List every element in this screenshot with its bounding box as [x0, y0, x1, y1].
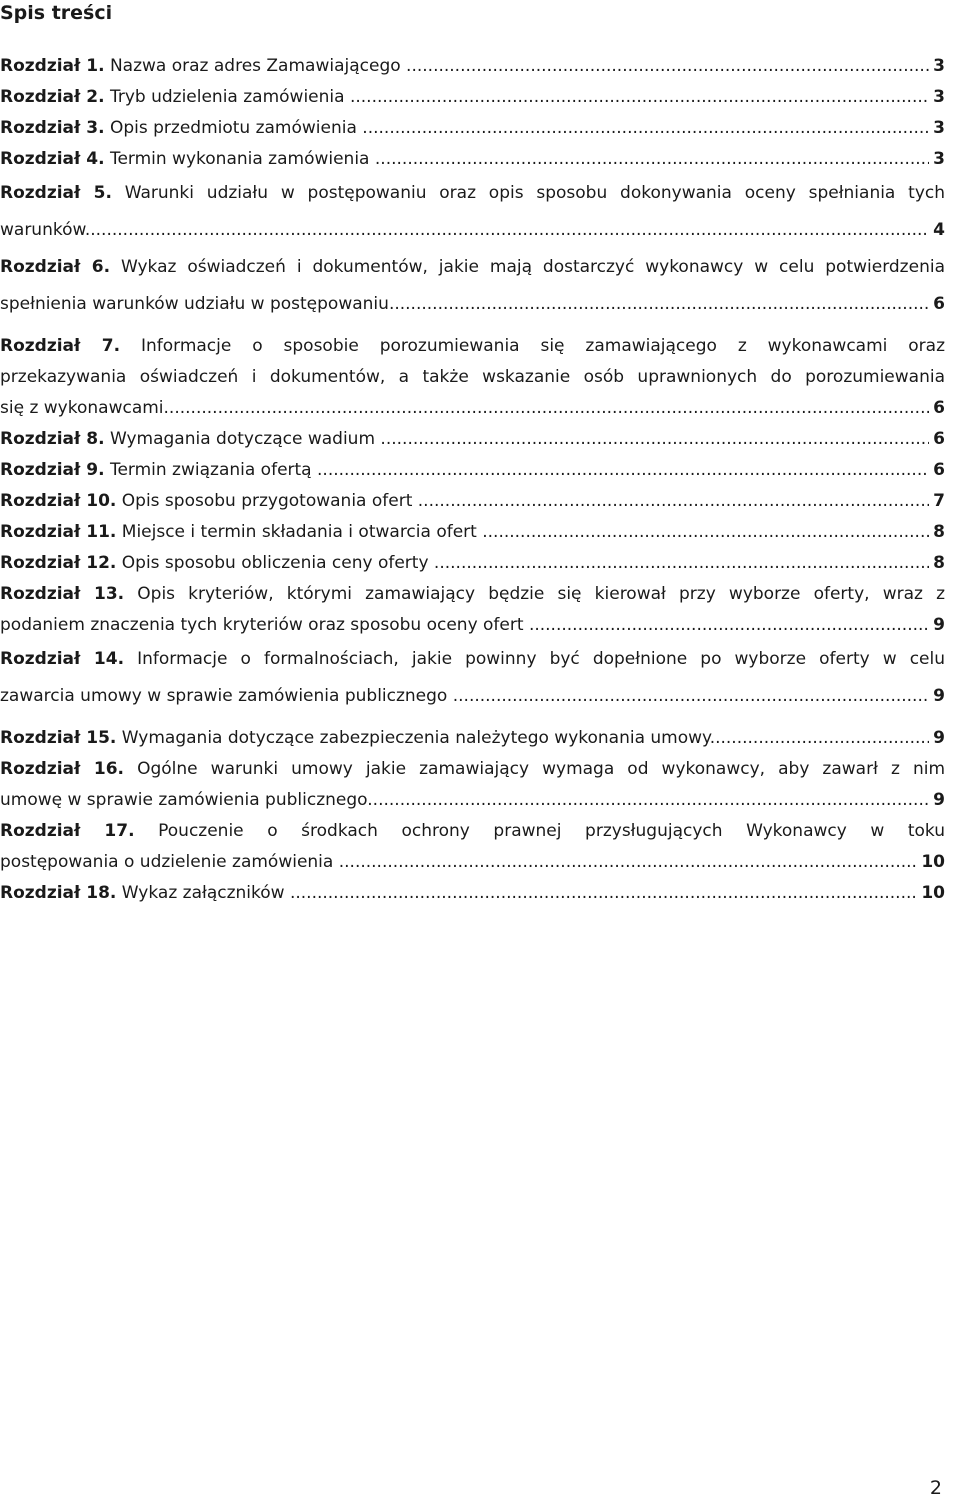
page-ref: 6: [933, 460, 945, 480]
entry-title-text: Informacje o sposobie porozumiewania się zamawiającego z wykonawcami oraz: [140, 336, 946, 356]
entry-leader-line: [0, 678, 945, 715]
entry-title-text: podaniem znaczenia tych kryteriów oraz sposobu oceny ofert: [0, 615, 529, 635]
toc-entry[interactable]: [0, 754, 945, 816]
entry-title-line: [0, 175, 945, 212]
entry-leader-line: [0, 144, 945, 175]
dot-leader: [0, 678, 929, 715]
entry-title-text: Opis sposobu przygotowania ofert: [121, 491, 418, 511]
page-ref: 8: [933, 553, 945, 573]
page-ref: 3: [933, 118, 945, 138]
dot-leader: [0, 878, 917, 909]
page-ref: 4: [933, 220, 945, 240]
entry-title-text: Pouczenie o środkach ochrony prawnej przysługujących Wykonawcy w toku: [158, 821, 946, 841]
dot-leader: [0, 847, 917, 878]
chapter-label: Rozdział 3.: [0, 118, 105, 138]
entry-leader-line: [0, 723, 945, 754]
page-ref: 9: [933, 728, 945, 748]
page-ref: 7: [933, 491, 945, 511]
dot-leader: [0, 486, 929, 517]
chapter-label: Rozdział 10.: [0, 491, 117, 511]
page-ref: 6: [933, 294, 945, 314]
entry-title-text: Warunki udziału w postępowaniu oraz opis sposobu dokonywania oceny spełniania tych: [124, 183, 945, 203]
chapter-label: Rozdział 18.: [0, 883, 117, 903]
chapter-label: Rozdział 11.: [0, 522, 117, 542]
entry-title-line: [0, 754, 945, 785]
toc-entry[interactable]: [0, 816, 945, 878]
dot-leader: [0, 548, 929, 579]
entry-title-text: Opis przedmiotu zamówienia: [109, 118, 363, 138]
page-ref: 9: [933, 686, 945, 706]
entry-title-text: zawarcia umowy w sprawie zamówienia publicznego: [0, 686, 453, 706]
page-ref: 6: [933, 429, 945, 449]
entry-leader-line: [0, 610, 945, 641]
entry-title-line: przekazywania oświadczeń i dokumentów, a także wskazanie osób uprawnionych do porozumiewania: [0, 367, 945, 387]
chapter-label: Rozdział 4.: [0, 149, 105, 169]
table-of-contents: [0, 51, 945, 909]
entry-title-text: Termin wykonania zamówienia: [109, 149, 375, 169]
chapter-label: Rozdział 8.: [0, 429, 105, 449]
toc-title: Spis treści: [0, 2, 113, 24]
entry-title-text: Wykaz oświadczeń i dokumentów, jakie mają dostarczyć wykonawcy w celu potwierdzenia: [120, 257, 945, 277]
chapter-label: Rozdział 16.: [0, 759, 125, 779]
entry-leader-line: [0, 847, 945, 878]
chapter-label: Rozdział 9.: [0, 460, 105, 480]
dot-leader: [0, 286, 929, 323]
entry-leader-line: [0, 878, 945, 909]
entry-title-text: warunków: [0, 220, 85, 240]
entry-leader-line: [0, 424, 945, 455]
entry-leader-line: [0, 486, 945, 517]
entry-title-line: [0, 641, 945, 678]
entry-leader-line: [0, 517, 945, 548]
page-number: 2: [929, 1477, 942, 1499]
entry-title-text: Tryb udzielenia zamówienia: [109, 87, 350, 107]
chapter-label: Rozdział 7.: [0, 336, 121, 356]
page-ref: 3: [933, 87, 945, 107]
entry-title-text: Wykaz załączników: [121, 883, 290, 903]
chapter-label: Rozdział 13.: [0, 584, 125, 604]
entry-title-text: Miejsce i termin składania i otwarcia ofert: [121, 522, 483, 542]
entry-title-text: Nazwa oraz adres Zamawiającego: [109, 56, 407, 76]
toc-entry[interactable]: [0, 641, 945, 715]
entry-leader-line: [0, 455, 945, 486]
chapter-label: Rozdział 17.: [0, 821, 135, 841]
toc-entry[interactable]: [0, 424, 945, 455]
entry-title-text: Informacje o formalnościach, jakie powinny być dopełnione po wyborze oferty w celu: [137, 649, 945, 669]
page-ref: 3: [933, 149, 945, 169]
entry-leader-line: [0, 113, 945, 144]
dot-leader: [0, 517, 929, 548]
entry-leader-line: [0, 51, 945, 82]
toc-entry[interactable]: [0, 175, 945, 249]
entry-title-line: [0, 579, 945, 610]
entry-leader-line: [0, 286, 945, 323]
chapter-label: Rozdział 14.: [0, 649, 125, 669]
dot-leader: [0, 785, 929, 816]
chapter-label: Rozdział 6.: [0, 257, 111, 277]
toc-entry[interactable]: [0, 144, 945, 175]
dot-leader: [0, 212, 929, 249]
toc-entry[interactable]: [0, 517, 945, 548]
dot-leader: [0, 82, 929, 113]
dot-leader: [0, 610, 929, 641]
entry-title-text: umowę w sprawie zamówienia publicznego: [0, 790, 368, 810]
page-ref: 10: [921, 852, 945, 872]
dot-leader: [0, 51, 929, 82]
toc-entry[interactable]: [0, 486, 945, 517]
entry-title-text: Wymagania dotyczące wadium: [109, 429, 381, 449]
entry-title-line: [0, 816, 945, 847]
dot-leader: [0, 455, 929, 486]
toc-entry[interactable]: [0, 579, 945, 641]
toc-entry[interactable]: [0, 249, 945, 323]
chapter-label: Rozdział 2.: [0, 87, 105, 107]
toc-entry[interactable]: [0, 455, 945, 486]
toc-entry[interactable]: [0, 331, 945, 424]
dot-leader: [0, 393, 929, 424]
dot-leader: [0, 113, 929, 144]
entry-title-line: [0, 249, 945, 286]
chapter-label: Rozdział 1.: [0, 56, 105, 76]
entry-title-text: Termin związania ofertą: [109, 460, 318, 480]
dot-leader: [0, 723, 929, 754]
entry-title-text: spełnienia warunków udziału w postępowaniu: [0, 294, 389, 314]
entry-title-text: Opis kryteriów, którymi zamawiający będzie się kierował przy wyborze oferty, wraz z: [137, 584, 945, 604]
toc-entry[interactable]: [0, 723, 945, 754]
chapter-label: Rozdział 12.: [0, 553, 117, 573]
entry-title-text: się z wykonawcami: [0, 398, 164, 418]
page-ref: 8: [933, 522, 945, 542]
page-ref: 3: [933, 56, 945, 76]
spacer: [0, 323, 945, 331]
spacer: [0, 715, 945, 723]
toc-entry[interactable]: [0, 878, 945, 909]
entry-leader-line: [0, 212, 945, 249]
chapter-label: Rozdział 5.: [0, 183, 112, 203]
page-ref: 10: [921, 883, 945, 903]
page-ref: 6: [933, 398, 945, 418]
toc-entry[interactable]: [0, 548, 945, 579]
entry-title-text: Ogólne warunki umowy jakie zamawiający wymaga od wykonawcy, aby zawarł z nim: [137, 759, 946, 779]
toc-entry[interactable]: [0, 51, 945, 82]
entry-title-text: postępowania o udzielenie zamówienia: [0, 852, 339, 872]
toc-entry[interactable]: [0, 82, 945, 113]
entry-leader-line: [0, 785, 945, 816]
entry-title-line: [0, 331, 945, 362]
toc-entry[interactable]: [0, 113, 945, 144]
page-ref: 9: [933, 790, 945, 810]
entry-leader-line: [0, 548, 945, 579]
entry-title-text: Wymagania dotyczące zabezpieczenia należytego wykonania umowy: [121, 728, 710, 748]
dot-leader: [0, 144, 929, 175]
chapter-label: Rozdział 15.: [0, 728, 117, 748]
dot-leader: [0, 424, 929, 455]
entry-leader-line: [0, 82, 945, 113]
entry-title-text: Opis sposobu obliczenia ceny oferty: [121, 553, 434, 573]
entry-leader-line: [0, 393, 945, 424]
page-ref: 9: [933, 615, 945, 635]
